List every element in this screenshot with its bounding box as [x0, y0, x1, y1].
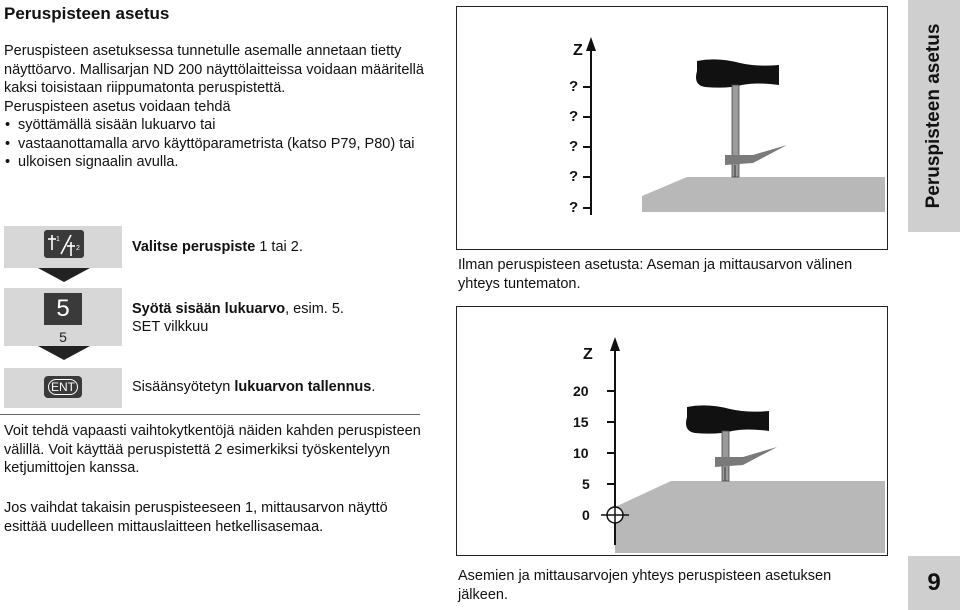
- page-number-tab: [908, 556, 960, 610]
- scale-label: 20: [573, 383, 589, 399]
- scale-label: 15: [573, 414, 589, 430]
- step-arrow: [38, 346, 90, 360]
- chapter-tab: [908, 0, 960, 232]
- bullet-item: • syöttämällä sisään lukuarvo tai: [4, 116, 424, 135]
- bullet-item: • ulkoisen signaalin avulla.: [4, 153, 424, 172]
- datum-select-key-icon[interactable]: [44, 230, 84, 258]
- unknown-mark: ?: [569, 108, 579, 125]
- intro-lead: Peruspisteen asetus voidaan tehdä: [4, 98, 231, 115]
- unknown-mark: ?: [569, 168, 579, 185]
- bullet-item: • vastaanottamalla arvo käyttöparametrista (katso P79, P80) tai: [4, 135, 424, 154]
- unknown-mark: ?: [569, 199, 579, 216]
- page-number: 9: [927, 569, 941, 596]
- figure-datum-set: [456, 306, 888, 556]
- scale-label: 0: [582, 507, 590, 523]
- ent-key-label: ENT: [48, 379, 78, 395]
- chapter-tab-label: Peruspisteen asetus: [923, 23, 944, 209]
- intro-text: [4, 42, 424, 172]
- body-paragraph-2: Jos vaihdat takaisin peruspisteeseen 1, mittausarvon näyttö esittää uudelleen mittauslaitteen hetkellisasemaa.: [4, 500, 388, 535]
- key-index-2: 2: [76, 245, 80, 252]
- page-title: Peruspisteen asetus: [4, 4, 170, 23]
- key-index-1: 1: [56, 236, 60, 243]
- digit-5-key[interactable]: 5: [44, 293, 82, 325]
- step-1-text: Valitse peruspiste 1 tai 2.: [132, 239, 303, 255]
- unknown-mark: ?: [569, 78, 579, 95]
- display-value: 5: [59, 329, 67, 345]
- scale-label: 10: [573, 445, 589, 461]
- step-3-text: Sisäänsyötetyn lukuarvon tallennus.: [132, 379, 376, 395]
- figure-unknown-datum: [456, 6, 888, 250]
- step-arrow: [38, 268, 90, 282]
- intro-paragraph: Peruspisteen asetuksessa tunnetulle asemalle annetaan tietty näyttöarvo. Mallisarjan ND 200 näyttölaitteissa voidaan määritellä kaksi toisistaan riippumatonta peruspistettä.: [4, 43, 424, 96]
- ent-key[interactable]: [44, 376, 82, 398]
- figure-2-caption: Asemien ja mittausarvojen yhteys peruspisteen asetuksen jälkeen.: [458, 568, 832, 603]
- axis-label: Z: [583, 346, 593, 363]
- body-paragraph-1: Voit tehdä vapaasti vaihtokytkentöjä näiden kahden peruspisteen välillä. Voit käyttää peruspistettä 2 esimerkiksi työskentelyyn ketjumittojen kanssa.: [4, 423, 421, 476]
- step-2-text: Syötä sisään lukuarvo, esim. 5. SET vilkkuu: [132, 301, 344, 335]
- scale-label: 5: [582, 476, 590, 492]
- intro-bullets: [4, 116, 424, 172]
- divider: [0, 414, 420, 415]
- axis-label: Z: [573, 42, 583, 59]
- unknown-mark: ?: [569, 138, 579, 155]
- figure-1-caption: Ilman peruspisteen asetusta: Aseman ja mittausarvon välinen yhteys tuntematon.: [458, 257, 853, 292]
